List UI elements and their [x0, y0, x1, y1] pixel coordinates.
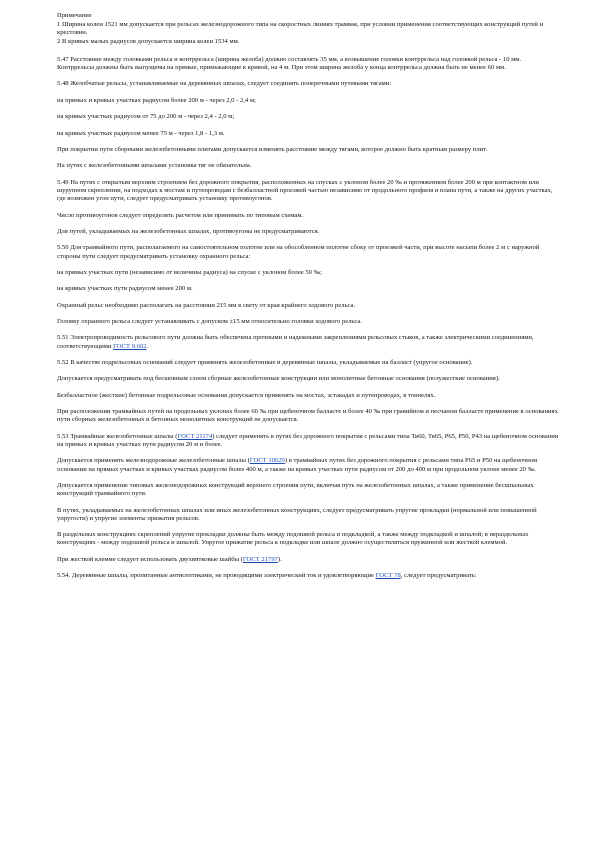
paragraph-text: на кривых участках радиусом менее 75 м - через 1,8 - 1,3 м. — [57, 129, 225, 137]
paragraph — [57, 146, 559, 154]
paragraph-text: , следует предусматривать: — [400, 572, 477, 580]
paragraph — [57, 228, 559, 236]
paragraph-text: на кривых участках радиусом от 75 до 200 м - через 2,4 - 2,0 м; — [57, 113, 235, 121]
paragraph — [57, 244, 559, 260]
paragraph — [57, 80, 559, 88]
paragraph — [57, 392, 559, 400]
paragraph-text: Для путей, укладываемых на железобетонных шпалах, противоугоны не предусматриваются. — [57, 227, 320, 235]
standard-link[interactable]: ГОСТ 78 — [375, 572, 401, 580]
paragraph — [57, 318, 559, 326]
standard-link[interactable]: ГОСТ 21797 — [242, 555, 278, 563]
paragraph-text: ) следует применять в путях без дорожного покрытия с рельсами типа Тв60, Тв65, Р65, Р50, Р43 на щебеночном основании на прямых и кривых участках пути радиусом 20 м и более. — [57, 432, 560, 449]
paragraph — [57, 130, 559, 138]
paragraph-text: Число противоугонов следует определять расчетом или принимать по типовым схемам. — [57, 211, 304, 219]
paragraph — [57, 556, 559, 564]
paragraph — [57, 359, 559, 367]
paragraph — [57, 375, 559, 383]
paragraph-text: 5.54. Деревянные шпалы, пропитанные антисептиками, не проводящими электрический ток и удовлетворяющие — [57, 572, 376, 580]
paragraph-text: Допускается применение типовых железнодорожных конструкций верхнего строения пути, включая путь на железобетонных шпалах, а также применение бесшпальных конструкций трамвайного пути. — [57, 482, 536, 498]
paragraph-text: При расположении трамвайных путей на продольных уклонах более 60 ‰ при щебеночном балласте и более 40 ‰ при гравийном и песчаном балласте применение в основаниях пути сборных железобетонных и бетонных монолитных конструкций не допускается. — [57, 408, 560, 424]
paragraph-text: 5.49 На путях с открытым верхним строением без дорожного покрытия, расположенных на спусках с уклоном более 20 ‰ и протяжением более 200 м при контактном или шурупном скреплении, на подходах к мостам и путепроводам с безбалластной проезжей частью независимо от продольного профиля и плана пути, а также на других участках, где возможен угон пути, следует предусматривать установку противоугонов. — [57, 178, 555, 203]
paragraph — [57, 97, 559, 105]
paragraph-text: на прямых и кривых участках радиусом более 200 м - через 2,0 - 2,4 м; — [57, 96, 256, 104]
paragraph-text: Безбалластное (жесткие) бетонные подрельсовые основания допускается применять на мостах, эстакадах и путепроводах, в тоннелях. — [57, 391, 436, 399]
paragraph — [57, 334, 559, 350]
paragraph — [57, 56, 559, 72]
paragraph-text: Допускается применять железнодорожные железобетонные шпалы ( — [57, 457, 250, 465]
paragraph — [57, 433, 559, 449]
paragraph-text: Допускается предусматривать под бесшовным слоем сборные железобетонные конструкции или монолитные бетонные основания (полужесткие основания). — [57, 375, 500, 383]
paragraph-text: 5.51 Электропроводимость рельсового пути должна быть обеспечена прочными и надежными закреплениями рельсовых стыков, а также электрическими соединениями, соответствующими — [57, 334, 536, 350]
paragraph-text: . — [146, 342, 149, 350]
paragraph — [57, 408, 559, 424]
paragraph — [57, 507, 559, 523]
paragraph-text: В путях, укладываемых на железобетонных шпалах или иных железобетонных конструкциях, следует предусматривать упругие прокладки (нормальной или повышенной упругости) и упругие элементы прижатия рельсов. — [57, 506, 539, 522]
paragraph-text: При жесткой клемме следует использовать двухвитковые шайбы ( — [57, 555, 243, 563]
standard-link[interactable]: ГОСТ 9.602 — [113, 342, 147, 350]
paragraph-text: 5.53 Трамвайные железобетонные шпалы ( — [57, 432, 178, 440]
paragraph-text: ). — [277, 555, 282, 563]
paragraph — [57, 285, 559, 293]
paragraph-text: Охранный рельс необходимо располагать на расстоянии 215 мм в свету от края крайнего ходового рельса. — [57, 301, 356, 309]
paragraph-text: На путях с железобетонными шпалами установка тяг не обязательна. — [57, 162, 252, 170]
paragraph-text: на прямых участках пути (независимо от величины радиуса) на спуске с уклоном более 50 ‰; — [57, 268, 322, 276]
paragraph — [57, 482, 559, 498]
paragraph — [57, 212, 559, 220]
paragraph — [57, 572, 559, 580]
paragraph-text: 5.47 Расстояние между головками рельса и контррельса (ширина желоба) должно составлять 35 мм, а возвышение головки контррельса над головкой рельса - 10 мм. Контррельсы должны быть выпущены на прямые, примыкающие к кривой, на 4 м. При этом ширина желоба у конца контррельса должна быть не менее 60 мм. — [57, 55, 523, 72]
paragraph-text: 5.48 Желобчатые рельсы, устанавливаемые на деревянных шпалах, следует соединять поперечными путевыми тягами: — [57, 80, 392, 88]
paragraph — [57, 457, 559, 473]
note-line: 1 Ширина колеи 1521 мм допускается при рельсах железнодорожного типа на скоростных линиях трамвая, при условии применения соответствующих конструкций путей и крестовин. — [57, 21, 544, 37]
standard-link[interactable]: ГОСТ 10629 — [249, 457, 285, 465]
paragraph-text: 5.50 Для трамвайного пути, располагаемого на самостоятельном полотне или на обособленном полотне сбоку от проезжей части, при высоте насыпи более 2 м с наружной стороны пути следует предусматривать установку охранного рельса: — [57, 244, 541, 260]
paragraph-text: В раздельных конструкциях скреплений упругие прокладки должны быть между подошвой рельса и подкладкой, а также между подкладкой и шпалой; в нераздельных конструкциях - между подошвой рельса и шпалой. Упругое прижатие рельса к подкладке или шпале должно осуществляться пружинной или жесткой клеммой. — [57, 531, 531, 547]
paragraph-text: на кривых участках пути радиусом менее 200 м. — [57, 285, 193, 293]
paragraph-text: Головку охранного рельса следует устанавливать с допуском ±15 мм относительно головки ходового рельса. — [57, 318, 363, 326]
paragraph-text: При покрытии пути сборными железобетонными плитами допускается изменять расстояние между тягами, которое должно быть кратным размеру плит. — [57, 145, 488, 153]
paragraph — [57, 162, 559, 170]
paragraph — [57, 179, 559, 204]
document-body — [57, 56, 559, 581]
paragraph-text: ) в трамвайных путях без дорожного покрытия с рельсами типа Р65 и Р50 на щебеночном основании на прямых участках и кривых участках радиусом более 400 м, а также на кривых участках пути радиусом от 200 до 400 м при продольном уклоне менее 20 ‰. — [57, 457, 539, 473]
note-line: 2 В кривых малых радиусов допускается ширина колеи 1534 мм. — [57, 37, 240, 45]
paragraph-text: 5.52 В качестве подрельсовых оснований следует применять железобетонные и деревянные шпалы, укладываемые на балласт (упругое основание). — [57, 359, 473, 367]
paragraph — [57, 531, 559, 547]
standard-link[interactable]: ГОСТ 21174 — [177, 432, 213, 440]
note-block — [57, 12, 559, 46]
paragraph — [57, 113, 559, 121]
paragraph — [57, 269, 559, 277]
note-heading: Примечание — [57, 12, 92, 19]
paragraph — [57, 302, 559, 310]
